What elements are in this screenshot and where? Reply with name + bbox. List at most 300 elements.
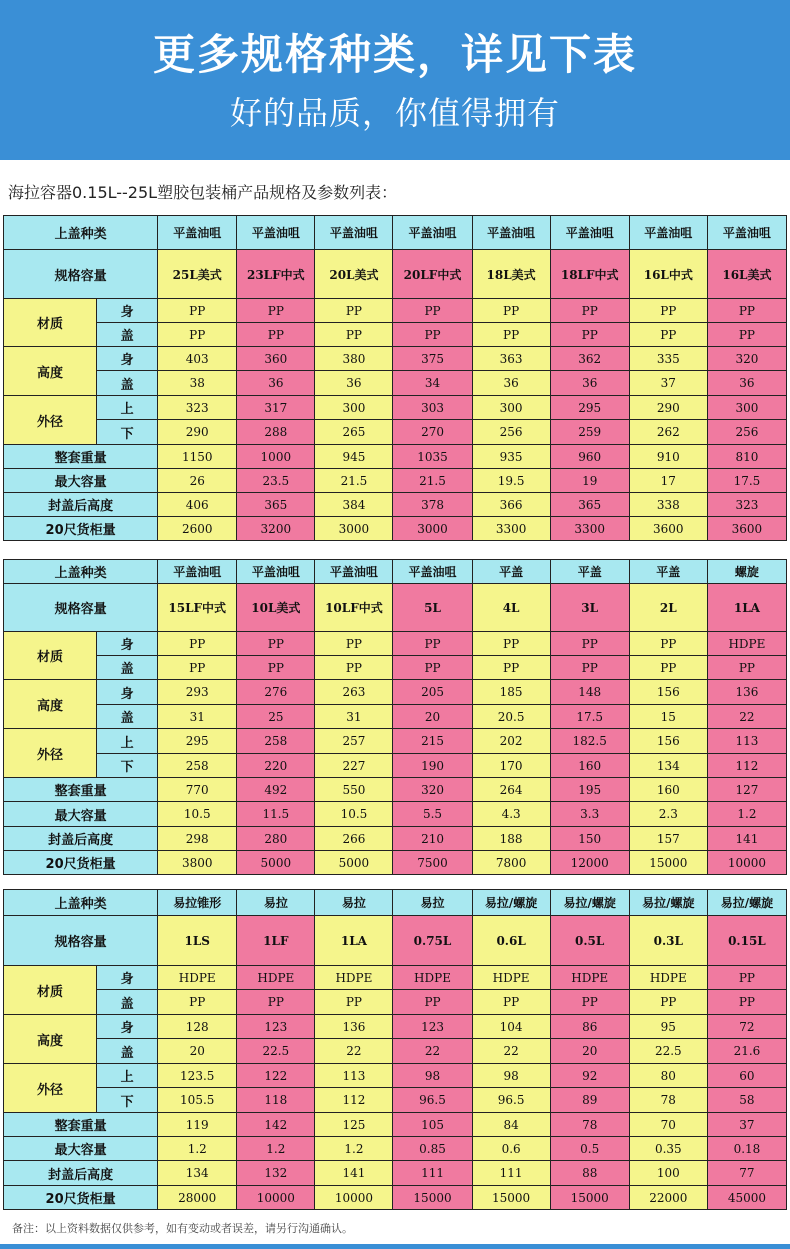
table-cell: 1000 [237,445,315,469]
table-cell: 205 [393,680,472,705]
table-cell: PP [237,323,315,347]
table-cell: 125 [315,1113,393,1137]
table-cell: 3000 [393,517,472,541]
table-cell: 128 [158,1015,237,1039]
table-cell: 4.3 [472,802,550,827]
table-cell: 平盖油咀 [158,560,237,584]
banner-title: 更多规格种类，详见下表 [152,30,637,79]
table-cell: 300 [315,396,393,420]
table-cell: 270 [393,420,472,445]
table-cell: 406 [158,493,237,517]
table-cell: 3.3 [550,802,629,827]
table-cell: 22 [315,1039,393,1064]
table-cell: PP [629,990,707,1015]
table-cell: 118 [237,1088,315,1113]
table-cell: 112 [707,754,786,778]
table-cell: 4L [472,584,550,632]
table-row-diameter-bottom [4,420,787,445]
table-row-diameter-top [4,1064,787,1088]
table-cell: 37 [629,371,707,396]
table-cell: PP [472,990,550,1015]
row-label: 20尺货柜量 [4,1186,158,1210]
table-cell: 0.5L [550,916,629,966]
table-cell: 2L [629,584,707,632]
table-cell: 34 [393,371,472,396]
table-cell: 平盖油咀 [237,216,315,250]
table-cell: 7500 [393,851,472,875]
table-cell: PP [315,299,393,323]
table-row-spec [4,250,787,299]
table-cell: 平盖 [550,560,629,584]
table-cell: 1.2 [237,1137,315,1161]
table-cell: 20LF中式 [393,250,472,299]
table-cell: PP [707,323,786,347]
table-cell: 384 [315,493,393,517]
table-row-lid-type [4,560,787,584]
table-cell: 25 [237,705,315,729]
table-cell: 18L美式 [472,250,550,299]
table-cell: PP [472,299,550,323]
table-cell: 363 [472,347,550,371]
table-cell: 22.5 [237,1039,315,1064]
table-cell: 119 [158,1113,237,1137]
table-row-lid-type [4,216,787,250]
table-cell: 20 [393,705,472,729]
table-cell: 80 [629,1064,707,1088]
table-row-height-lid [4,705,787,729]
row-label: 上盖种类 [4,890,158,916]
row-sub-label: 上 [97,396,158,420]
table-cell: 0.15L [707,916,786,966]
table-cell: 1LA [707,584,786,632]
row-group-label: 外径 [4,729,97,778]
table-cell: 20L美式 [315,250,393,299]
row-sub-label: 盖 [97,656,158,680]
table-cell: 20 [550,1039,629,1064]
table-cell: 95 [629,1015,707,1039]
table-cell: PP [158,632,237,656]
table-cell: 10000 [237,1186,315,1210]
table-cell: PP [158,990,237,1015]
table-cell: 256 [707,420,786,445]
table-cell: 362 [550,347,629,371]
table-cell: 77 [707,1161,786,1186]
table-cell: 141 [315,1161,393,1186]
table-cell: 323 [158,396,237,420]
table-cell: 98 [393,1064,472,1088]
table-cell: PP [629,656,707,680]
table-cell: 22 [393,1039,472,1064]
table-cell: HDPE [315,966,393,990]
table-cell: HDPE [629,966,707,990]
row-sub-label: 身 [97,347,158,371]
table-row-material-body [4,299,787,323]
table-cell: 156 [629,729,707,754]
table-cell: 3300 [550,517,629,541]
table-cell: 10.5 [315,802,393,827]
table-cell: 37 [707,1113,786,1137]
table-cell: 21.5 [315,469,393,493]
table-cell: 36 [472,371,550,396]
table-cell: PP [707,299,786,323]
table-cell: PP [315,323,393,347]
table-cell: 298 [158,827,237,851]
table-cell: PP [393,990,472,1015]
table-cell: PP [393,299,472,323]
row-label: 最大容量 [4,1137,158,1161]
table-row-height-lid [4,371,787,396]
table-cell: 易拉锥形 [158,890,237,916]
table-cell: 136 [315,1015,393,1039]
row-sub-label: 下 [97,754,158,778]
table-cell: 288 [237,420,315,445]
table-cell: 平盖 [472,560,550,584]
table-cell: 18LF中式 [550,250,629,299]
table-cell: 20.5 [472,705,550,729]
table-row-lid-type [4,890,787,916]
table-cell: 105.5 [158,1088,237,1113]
table-cell: 平盖油咀 [315,560,393,584]
table-cell: 1LA [315,916,393,966]
table-cell: 188 [472,827,550,851]
table-cell: HDPE [393,966,472,990]
row-label: 最大容量 [4,469,158,493]
table-cell: 280 [237,827,315,851]
table-row-total-weight [4,445,787,469]
table-cell: 935 [472,445,550,469]
table-cell: 185 [472,680,550,705]
table-cell: 148 [550,680,629,705]
table-cell: 78 [550,1113,629,1137]
spec-table-1 [3,215,787,541]
table-cell: 141 [707,827,786,851]
table-cell: 380 [315,347,393,371]
table-cell: 403 [158,347,237,371]
table-row-height-body [4,680,787,705]
banner-subtitle: 好的品质，你值得拥有 [229,94,560,132]
row-label: 规格容量 [4,916,158,966]
table-cell: 1LF [237,916,315,966]
table-row-total-weight [4,1113,787,1137]
table-cell: 36 [237,371,315,396]
table-row-spec [4,584,787,632]
table-row-diameter-bottom [4,754,787,778]
table-cell: 210 [393,827,472,851]
table-cell: 182.5 [550,729,629,754]
table-cell: 5000 [237,851,315,875]
table-cell: 2.3 [629,802,707,827]
table-row-spec [4,916,787,966]
table-cell: 20 [158,1039,237,1064]
row-label: 整套重量 [4,778,158,802]
table-cell: 78 [629,1088,707,1113]
table-cell: 25L美式 [158,250,237,299]
row-label: 封盖后高度 [4,827,158,851]
table-cell: 300 [472,396,550,420]
table-cell: 150 [550,827,629,851]
table-cell: 1.2 [158,1137,237,1161]
row-sub-label: 下 [97,420,158,445]
table-cell: 平盖油咀 [237,560,315,584]
table-cell: PP [629,323,707,347]
table-cell: 160 [550,754,629,778]
table-cell: 365 [550,493,629,517]
row-label: 整套重量 [4,445,158,469]
row-group-label: 材质 [4,966,97,1015]
table-cell: 0.35 [629,1137,707,1161]
table-cell: 12000 [550,851,629,875]
table-cell: 0.75L [393,916,472,966]
table-cell: 平盖油咀 [629,216,707,250]
table-row-material-body [4,966,787,990]
table-cell: 5L [393,584,472,632]
table-cell: 易拉/螺旋 [629,890,707,916]
table-cell: 134 [158,1161,237,1186]
table-cell: 170 [472,754,550,778]
row-sub-label: 盖 [97,323,158,347]
table-row-material-lid [4,656,787,680]
table-cell: 335 [629,347,707,371]
table-cell: 0.3L [629,916,707,966]
table-row-max-capacity [4,1137,787,1161]
table-cell: 136 [707,680,786,705]
table-row-material-lid [4,990,787,1015]
table-cell: PP [158,299,237,323]
table-row-height-body [4,1015,787,1039]
table-cell: PP [158,323,237,347]
table-row-diameter-top [4,396,787,420]
table-cell: 21.6 [707,1039,786,1064]
table-cell: 134 [629,754,707,778]
table-cell: 303 [393,396,472,420]
table-cell: HDPE [158,966,237,990]
table-cell: 290 [158,420,237,445]
row-group-label: 材质 [4,632,97,680]
table-cell: 366 [472,493,550,517]
row-group-label: 外径 [4,1064,97,1113]
table-cell: 1150 [158,445,237,469]
table-cell: 平盖油咀 [393,560,472,584]
table-cell: 259 [550,420,629,445]
table-cell: 28000 [158,1186,237,1210]
row-sub-label: 盖 [97,990,158,1015]
table-cell: PP [315,656,393,680]
table-cell: PP [393,632,472,656]
table-cell: 96.5 [472,1088,550,1113]
table-cell: 3L [550,584,629,632]
row-label: 整套重量 [4,1113,158,1137]
row-sub-label: 身 [97,966,158,990]
table-row-total-weight [4,778,787,802]
table-cell: 3600 [707,517,786,541]
row-sub-label: 盖 [97,1039,158,1064]
table-cell: 262 [629,420,707,445]
table-cell: 23.5 [237,469,315,493]
table-cell: 易拉/螺旋 [472,890,550,916]
table-cell: 365 [237,493,315,517]
table-cell: 104 [472,1015,550,1039]
table-cell: 3000 [315,517,393,541]
table-cell: 60 [707,1064,786,1088]
table-cell: 960 [550,445,629,469]
table-cell: 127 [707,778,786,802]
table-cell: 910 [629,445,707,469]
table-cell: 112 [315,1088,393,1113]
table-cell: PP [393,323,472,347]
table-cell: 19.5 [472,469,550,493]
table-cell: 360 [237,347,315,371]
row-label: 规格容量 [4,250,158,299]
table-cell: 26 [158,469,237,493]
row-group-label: 高度 [4,680,97,729]
table-cell: 15 [629,705,707,729]
table-cell: PP [237,990,315,1015]
table-cell: 7800 [472,851,550,875]
table-cell: 89 [550,1088,629,1113]
table-cell: 113 [315,1064,393,1088]
table-cell: 0.18 [707,1137,786,1161]
table-row-diameter-top [4,729,787,754]
table-cell: 295 [550,396,629,420]
table-row-material-lid [4,323,787,347]
intro-text: 海拉容器0.15L--25L塑胶包装桶产品规格及参数列表： [8,183,398,202]
table-cell: PP [550,990,629,1015]
table-cell: HDPE [707,632,786,656]
table-cell: PP [472,323,550,347]
table-cell: 平盖油咀 [315,216,393,250]
table-cell: 317 [237,396,315,420]
table-cell: 平盖 [629,560,707,584]
table-cell: PP [472,632,550,656]
table-cell: 38 [158,371,237,396]
table-cell: 378 [393,493,472,517]
table-cell: 111 [472,1161,550,1186]
table-cell: 36 [707,371,786,396]
table-cell: PP [393,656,472,680]
table-cell: 15000 [393,1186,472,1210]
row-label: 规格容量 [4,584,158,632]
row-label: 20尺货柜量 [4,851,158,875]
table-cell: 84 [472,1113,550,1137]
table-cell: 17.5 [707,469,786,493]
row-label: 上盖种类 [4,216,158,250]
table-cell: PP [550,632,629,656]
table-cell: 202 [472,729,550,754]
table-row-height-body [4,347,787,371]
table-cell: PP [707,990,786,1015]
table-cell: HDPE [550,966,629,990]
table-cell: 295 [158,729,237,754]
table-cell: 3300 [472,517,550,541]
table-row-container-qty [4,851,787,875]
table-cell: 70 [629,1113,707,1137]
row-label: 最大容量 [4,802,158,827]
table-cell: 375 [393,347,472,371]
table-cell: 338 [629,493,707,517]
table-cell: 320 [707,347,786,371]
row-sub-label: 下 [97,1088,158,1113]
row-label: 封盖后高度 [4,493,158,517]
table-cell: 215 [393,729,472,754]
table-cell: 1.2 [707,802,786,827]
table-cell: 157 [629,827,707,851]
row-label: 上盖种类 [4,560,158,584]
bottom-divider [0,1244,790,1249]
table-row-sealed-height [4,827,787,851]
table-cell: PP [629,299,707,323]
table-cell: 142 [237,1113,315,1137]
table-row-sealed-height [4,1161,787,1186]
table-cell: 19 [550,469,629,493]
table-cell: 3600 [629,517,707,541]
table-cell: PP [237,656,315,680]
row-group-label: 高度 [4,1015,97,1064]
table-cell: 770 [158,778,237,802]
table-cell: 易拉 [393,890,472,916]
table-cell: 293 [158,680,237,705]
table-cell: 156 [629,680,707,705]
table-cell: 易拉 [315,890,393,916]
table-cell: 264 [472,778,550,802]
row-label: 20尺货柜量 [4,517,158,541]
table-cell: 195 [550,778,629,802]
table-cell: 17.5 [550,705,629,729]
table-cell: 22000 [629,1186,707,1210]
spec-table-3 [3,889,787,1210]
table-cell: PP [550,656,629,680]
table-cell: 21.5 [393,469,472,493]
row-sub-label: 身 [97,632,158,656]
table-cell: 15000 [629,851,707,875]
table-row-material-body [4,632,787,656]
table-cell: 22.5 [629,1039,707,1064]
table-cell: 323 [707,493,786,517]
table-cell: 36 [550,371,629,396]
spec-table-2 [3,559,787,875]
footnote: 备注：以上资料数据仅供参考，如有变动或者误差，请另行沟通确认。 [12,1222,353,1235]
table-cell: 550 [315,778,393,802]
table-cell: 92 [550,1064,629,1088]
row-group-label: 外径 [4,396,97,445]
row-sub-label: 身 [97,299,158,323]
table-cell: 263 [315,680,393,705]
table-cell: 88 [550,1161,629,1186]
table-cell: 15000 [472,1186,550,1210]
table-cell: PP [315,990,393,1015]
table-cell: PP [707,966,786,990]
table-cell: 0.6 [472,1137,550,1161]
table-cell: HDPE [472,966,550,990]
table-cell: 0.85 [393,1137,472,1161]
table-cell: 平盖油咀 [707,216,786,250]
table-cell: 16L中式 [629,250,707,299]
table-cell: 96.5 [393,1088,472,1113]
table-cell: 17 [629,469,707,493]
table-cell: 266 [315,827,393,851]
table-cell: 86 [550,1015,629,1039]
table-cell: 15000 [550,1186,629,1210]
row-sub-label: 盖 [97,705,158,729]
table-cell: 平盖油咀 [550,216,629,250]
table-cell: 10000 [707,851,786,875]
table-cell: 72 [707,1015,786,1039]
table-cell: 易拉/螺旋 [550,890,629,916]
table-cell: 平盖油咀 [393,216,472,250]
table-cell: 3200 [237,517,315,541]
table-cell: 290 [629,396,707,420]
header-banner [0,0,790,160]
table-row-container-qty [4,1186,787,1210]
